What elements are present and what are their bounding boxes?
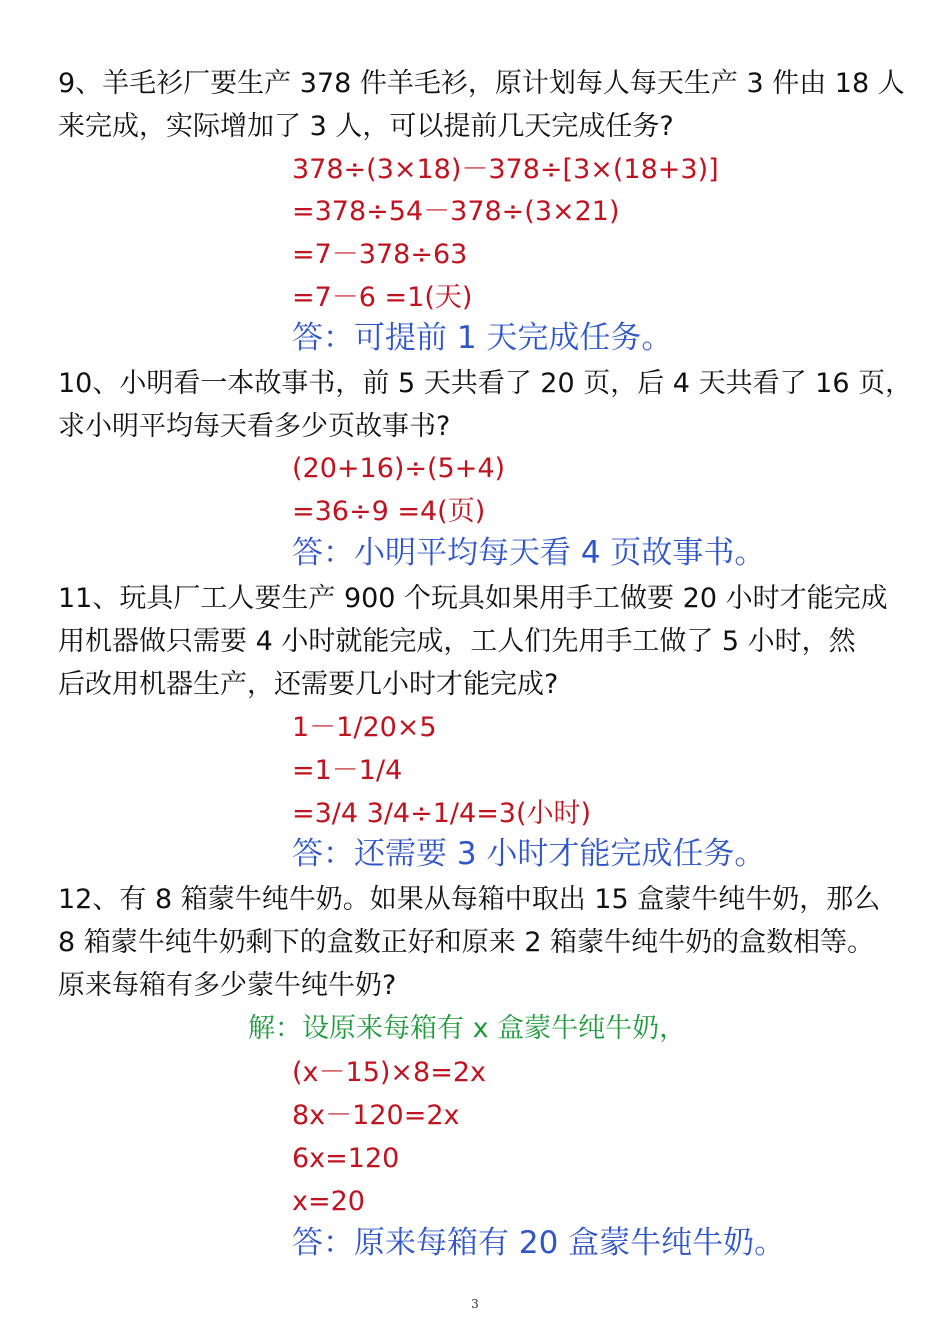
problem-11-step-2: =1－1/4	[292, 755, 403, 786]
problem-12-question-line-2: 8 箱蒙牛纯牛奶剩下的盒数正好和原来 2 箱蒙牛纯牛奶的盒数相等。	[58, 927, 875, 958]
problem-10-step-1: (20+16)÷(5+4)	[292, 453, 506, 484]
problem-10-question-line-2: 求小明平均每天看多少页故事书?	[58, 411, 451, 442]
problem-9-answer: 答：可提前 1 天完成任务。	[292, 320, 673, 356]
problem-11-question-line-3: 后改用机器生产，还需要几小时才能完成?	[58, 669, 559, 700]
problem-11-answer: 答：还需要 3 小时才能完成任务。	[292, 836, 766, 872]
problem-11-step-1: 1－1/20×5	[292, 712, 437, 743]
problem-12-step-4: x=20	[292, 1186, 365, 1217]
problem-12-step-2: 8x－120=2x	[292, 1100, 460, 1131]
problem-10-answer: 答：小明平均每天看 4 页故事书。	[292, 535, 766, 571]
problem-9-step-1: 378÷(3×18)－378÷[3×(18+3)]	[292, 154, 719, 185]
problem-12-answer: 答：原来每箱有 20 盒蒙牛纯牛奶。	[292, 1225, 786, 1261]
problem-9-step-2: =378÷54－378÷(3×21)	[292, 196, 620, 227]
problem-12-step-3: 6x=120	[292, 1143, 400, 1174]
problem-9-question-line-1: 9、羊毛衫厂要生产 378 件羊毛衫，原计划每人每天生产 3 件由 18 人	[58, 68, 905, 99]
problem-12-question-line-1: 12、有 8 箱蒙牛纯牛奶。如果从每箱中取出 15 盒蒙牛纯牛奶，那么	[58, 884, 881, 915]
problem-10-step-2: =36÷9 =4(页)	[292, 496, 486, 527]
problem-12-question-line-3: 原来每箱有多少蒙牛纯牛奶?	[58, 970, 397, 1001]
problem-12-step-1: (x－15)×8=2x	[292, 1057, 486, 1088]
problem-11-step-3: =3/4 3/4÷1/4=3(小时)	[292, 798, 592, 829]
problem-10-question-line-1: 10、小明看一本故事书，前 5 天共看了 20 页，后 4 天共看了 16 页，	[58, 368, 913, 399]
problem-11-question-line-2: 用机器做只需要 4 小时就能完成，工人们先用手工做了 5 小时，然	[58, 626, 856, 657]
page-number: 3	[471, 1297, 479, 1311]
problem-9-step-4: =7－6 =1(天)	[292, 282, 473, 313]
problem-12-solve-line: 解：设原来每箱有 x 盒蒙牛纯牛奶，	[248, 1013, 687, 1044]
problem-11-question-line-1: 11、玩具厂工人要生产 900 个玩具如果用手工做要 20 小时才能完成	[58, 583, 888, 614]
problem-9-question-line-2: 来完成，实际增加了 3 人，可以提前几天完成任务?	[58, 111, 674, 142]
problem-9-step-3: =7－378÷63	[292, 239, 468, 270]
